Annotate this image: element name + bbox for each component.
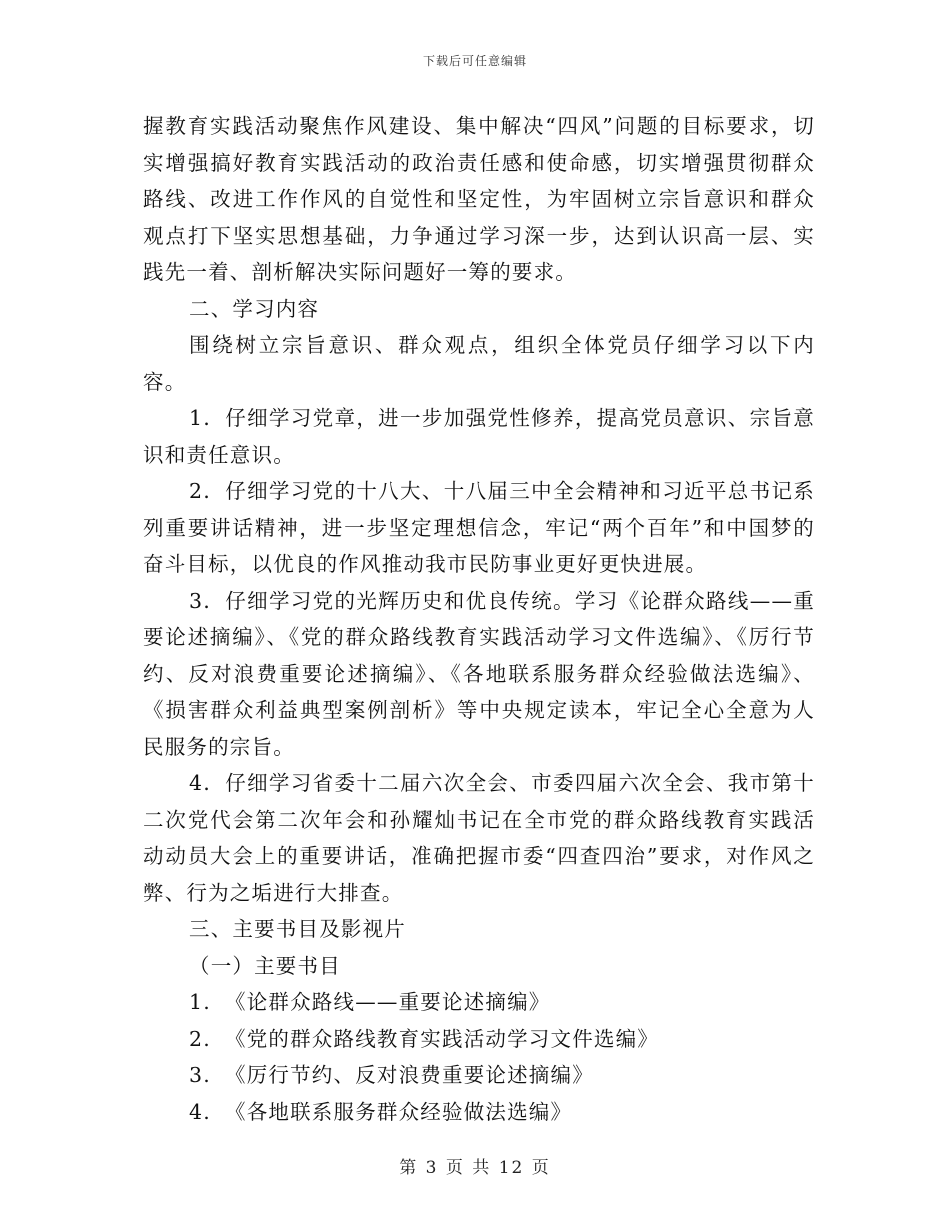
section-3-heading: 三、主要书目及影视片 — [189, 917, 406, 941]
page-number-footer: 第 3 页 共 12 页 — [399, 1158, 551, 1178]
book-list-item — [143, 1057, 815, 1094]
book-title: 《厉行节约、反对浪费重要论述摘编》 — [225, 1063, 594, 1087]
study-item-3: 3．仔细学习党的光辉历史和优良传统。学习《论群众路线——重要论述摘编》、《党的群众路线教育实践活动学习文件选编》、《厉行节约、反对浪费重要论述摘编》、《各地联系服务群众经验做法选编》、《损害群众利益典型案例剖析》等中央规定读本，牢记全心全意为人民服务的宗旨。 — [143, 588, 815, 759]
book-title: 《各地联系服务群众经验做法选编》 — [225, 1099, 573, 1124]
book-title: 《论群众路线——重要论述摘编》 — [225, 990, 551, 1014]
subsection-1-heading: （一）主要书目 — [189, 953, 341, 978]
intro-paragraph: 握教育实践活动聚焦作风建设、集中解决“四风”问题的目标要求，切实增强搞好教育实践活动的政治责任感和使命感，切实增强贯彻群众路线、改进工作作风的自觉性和坚定性，为牢固树立宗旨意识和群众观点打下坚实思想基础，力争通过学习深一步，达到认识高一层、实践先一着、剖析解决实际问题好一筹的要求。 — [143, 114, 815, 284]
book-number: 4. — [189, 1099, 211, 1124]
book-number: 2. — [189, 1026, 211, 1051]
book-list-item — [143, 1021, 815, 1058]
book-list-item — [143, 1094, 815, 1131]
document-body — [143, 108, 815, 1130]
study-item-2: 2．仔细学习党的十八大、十八届三中全会精神和习近平总书记系列重要讲话精神，进一步坚定理想信念，牢记“两个百年”和中国梦的奋斗目标，以优良的作风推动我市民防事业更好更快进展。 — [143, 479, 815, 576]
book-list-item — [143, 984, 815, 1021]
study-item-1: 1．仔细学习党章，进一步加强党性修养，提高党员意识、宗旨意识和责任意识。 — [143, 406, 815, 467]
page-header-note: 下载后可任意编辑 — [422, 54, 527, 68]
section-2-intro: 围绕树立宗旨意识、群众观点，组织全体党员仔细学习以下内容。 — [143, 333, 815, 394]
book-number: 1. — [189, 990, 211, 1014]
study-item-4: 4．仔细学习省委十二届六次全会、市委四届六次全会、我市第十二次党代会第二次年会和孙耀灿书记在全市党的群众路线教育实践活动动员大会上的重要讲话，准确把握市委“四查四治”要求，对作风之弊、行为之垢进行大排查。 — [143, 771, 815, 905]
book-title: 《党的群众路线教育实践活动学习文件选编》 — [225, 1026, 659, 1051]
section-2-heading: 二、学习内容 — [189, 296, 320, 321]
book-number: 3. — [189, 1063, 211, 1087]
